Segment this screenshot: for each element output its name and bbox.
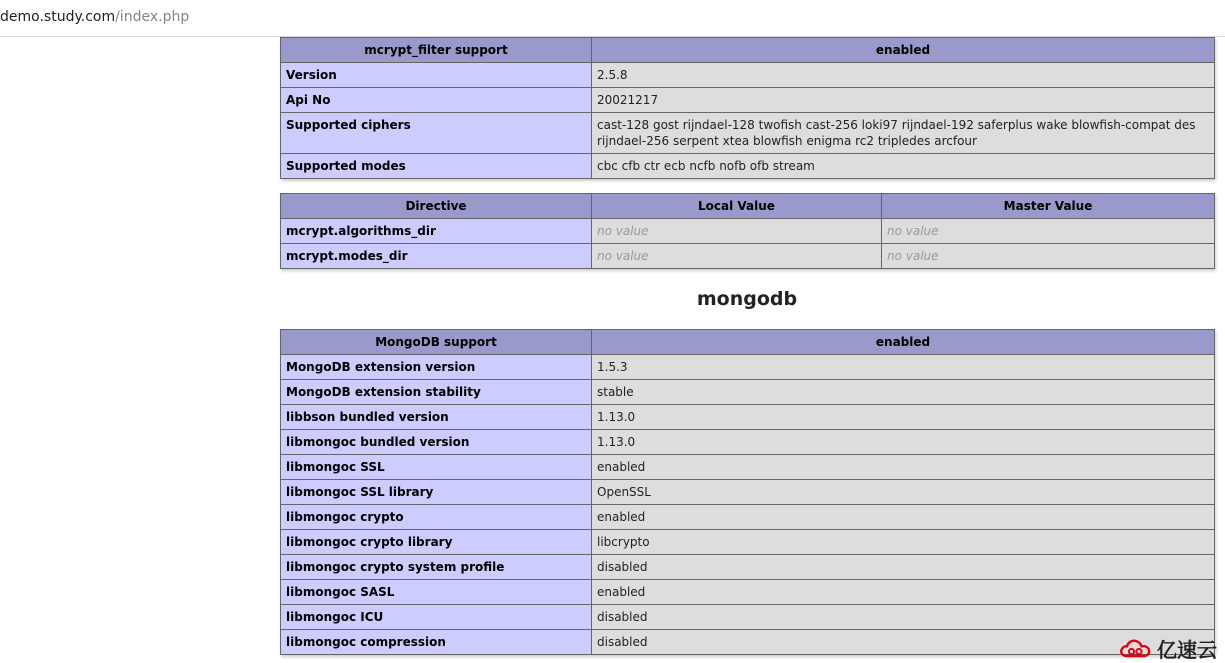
url-text[interactable] (0, 9, 189, 25)
row-name: libmongoc SASL (281, 580, 592, 605)
row-value: 20021217 (592, 88, 1215, 113)
table-row (281, 405, 1215, 430)
row-name: Api No (281, 88, 592, 113)
row-name: libmongoc crypto library (281, 530, 592, 555)
header-cell: Master Value (882, 194, 1215, 219)
phpinfo-content (280, 37, 1214, 655)
url-host: demo.study.com (0, 9, 116, 25)
row-value: cbc cfb ctr ecb ncfb nofb ofb stream (592, 154, 1215, 179)
mongodb-table (280, 329, 1215, 655)
row-name: Supported modes (281, 154, 592, 179)
row-value: 1.13.0 (592, 430, 1215, 455)
table-row (281, 480, 1215, 505)
address-bar[interactable] (0, 0, 1225, 37)
row-value: libcrypto (592, 530, 1215, 555)
header-cell: Directive (281, 194, 592, 219)
no-value-text: no value (597, 224, 649, 238)
row-name: libmongoc bundled version (281, 430, 592, 455)
url-path: /index.php (115, 9, 190, 25)
table-row (281, 605, 1215, 630)
master-value (882, 219, 1215, 244)
row-name: libmongoc SSL library (281, 480, 592, 505)
row-name: MongoDB extension stability (281, 380, 592, 405)
no-value-text: no value (887, 224, 939, 238)
table-row (281, 63, 1215, 88)
cloud-icon (1119, 637, 1153, 659)
row-value: disabled (592, 605, 1215, 630)
row-value: enabled (592, 580, 1215, 605)
master-value (882, 244, 1215, 269)
row-name: libmongoc crypto system profile (281, 555, 592, 580)
table-row (281, 380, 1215, 405)
section-title: mongodb (696, 288, 798, 310)
row-value: enabled (592, 505, 1215, 530)
table-header-row (281, 194, 1215, 219)
directive-table (280, 193, 1215, 269)
row-name: mcrypt.algorithms_dir (281, 219, 592, 244)
table-row (281, 430, 1215, 455)
row-value: disabled (592, 630, 1215, 655)
table-row (281, 530, 1215, 555)
local-value (592, 219, 882, 244)
header-cell: mcrypt_filter support (281, 38, 592, 63)
row-name: libbson bundled version (281, 405, 592, 430)
row-value: stable (592, 380, 1215, 405)
no-value-text: no value (887, 249, 939, 263)
row-name: libmongoc ICU (281, 605, 592, 630)
table-row (281, 580, 1215, 605)
row-name: mcrypt.modes_dir (281, 244, 592, 269)
table-row (281, 355, 1215, 380)
row-name: Version (281, 63, 592, 88)
table-row (281, 113, 1215, 154)
table-row (281, 455, 1215, 480)
table-row (281, 88, 1215, 113)
table-row (281, 154, 1215, 179)
header-cell: enabled (592, 330, 1215, 355)
watermark-logo (1119, 635, 1217, 661)
table-row (281, 630, 1215, 655)
no-value-text: no value (597, 249, 649, 263)
header-cell: enabled (592, 38, 1215, 63)
header-cell: Local Value (592, 194, 882, 219)
local-value (592, 244, 882, 269)
row-name: libmongoc SSL (281, 455, 592, 480)
row-value: cast-128 gost rijndael-128 twofish cast-256 loki97 rijndael-192 saferplus wake blowfish-compat des rijndael-256 serpent xtea blowfish enigma rc2 tripledes arcfour (592, 113, 1215, 154)
row-value: 1.13.0 (592, 405, 1215, 430)
mcrypt-table (280, 37, 1215, 179)
table-row (281, 505, 1215, 530)
row-value: 1.5.3 (592, 355, 1215, 380)
table-row (281, 555, 1215, 580)
row-value: enabled (592, 455, 1215, 480)
table-row (281, 244, 1215, 269)
row-value: OpenSSL (592, 480, 1215, 505)
row-name: Supported ciphers (281, 113, 592, 154)
row-value: 2.5.8 (592, 63, 1215, 88)
row-name: libmongoc crypto (281, 505, 592, 530)
table-row (281, 219, 1215, 244)
row-name: libmongoc compression (281, 630, 592, 655)
table-header-row (281, 330, 1215, 355)
watermark-text: 亿速云 (1157, 637, 1217, 662)
table-header-row (281, 38, 1215, 63)
row-name: MongoDB extension version (281, 355, 592, 380)
header-cell: MongoDB support (281, 330, 592, 355)
row-value: disabled (592, 555, 1215, 580)
